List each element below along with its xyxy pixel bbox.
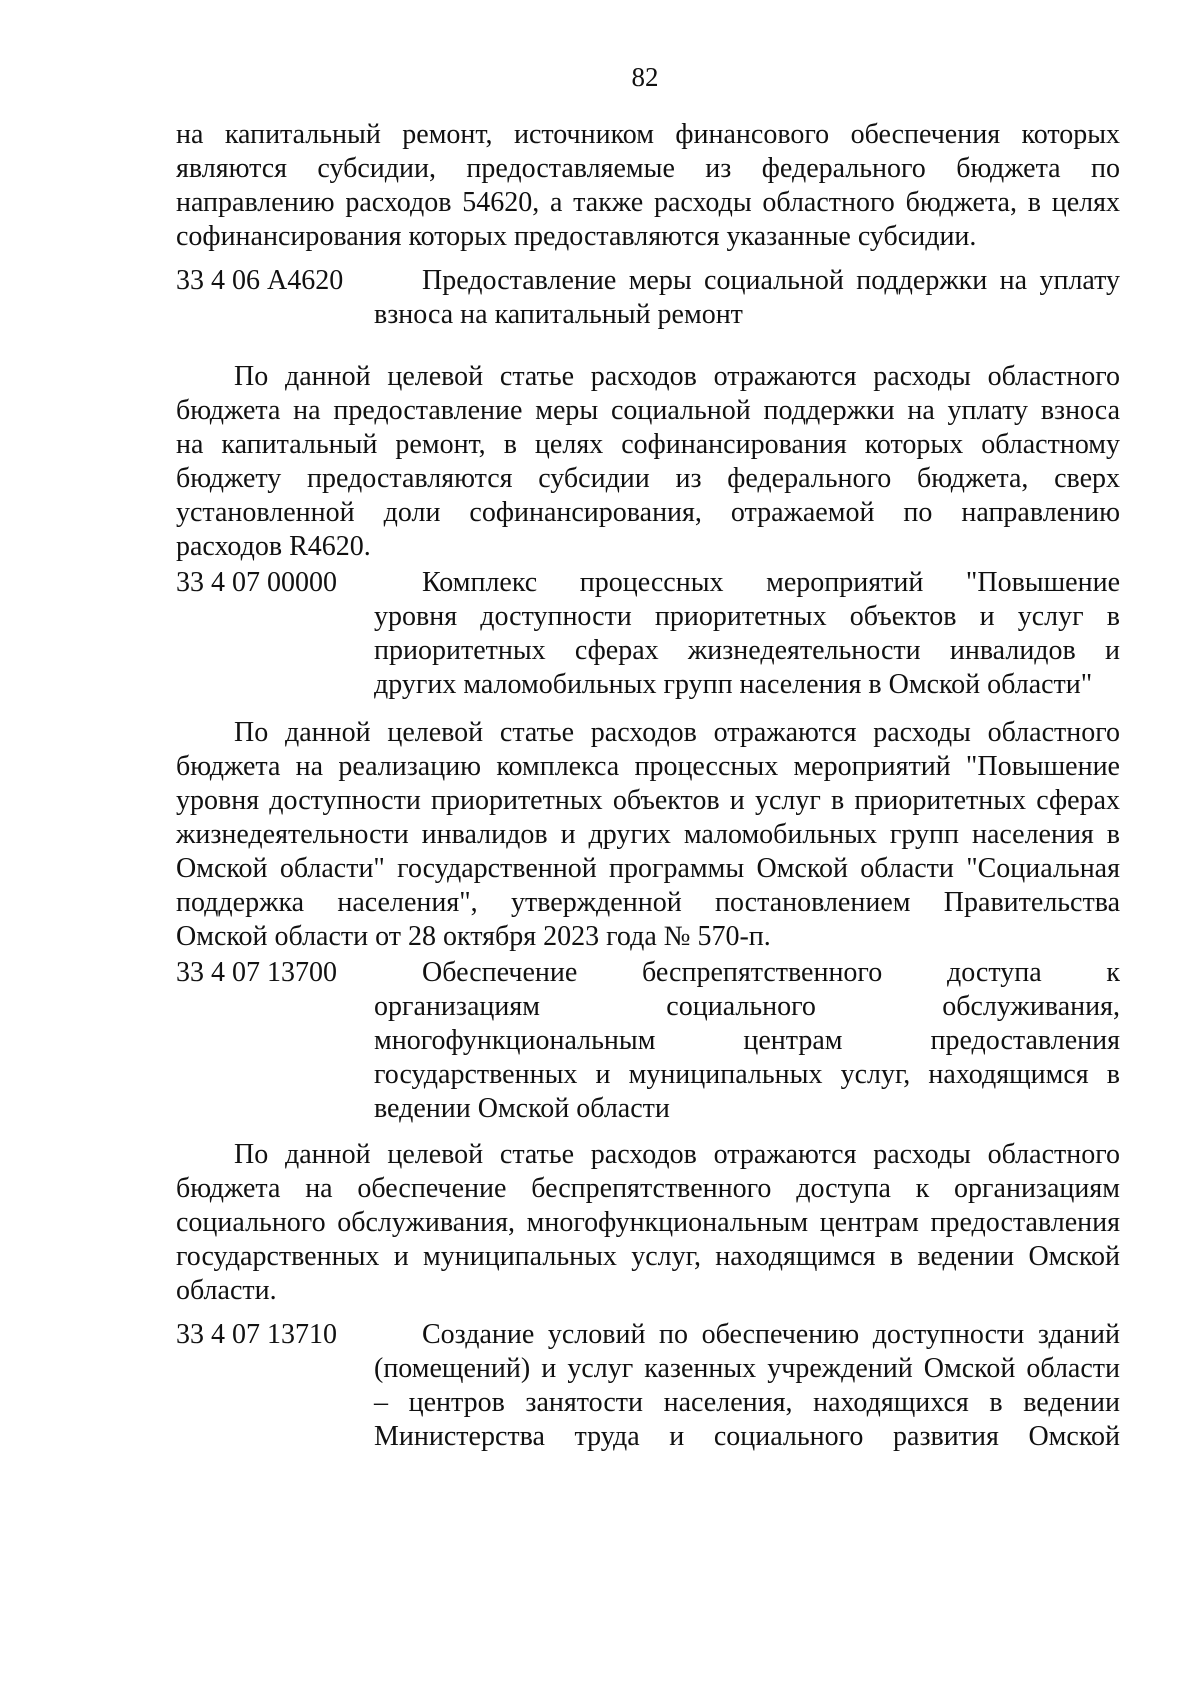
title-line: (помещений) и услуг казенных учреждений Омской области <box>374 1353 1120 1384</box>
paragraph-line: уровня доступности приоритетных объектов и услуг в приоритетных сферах <box>176 785 1120 816</box>
paragraph-line: бюджета на реализацию комплекса процессных мероприятий "Повышение <box>176 751 1120 782</box>
title-line: Предоставление меры социальной поддержки на уплату <box>422 265 1120 296</box>
budget-entry-description <box>176 360 1120 564</box>
paragraph-line: Омской области от 28 октября 2023 года № 570-п. <box>176 921 771 952</box>
title-line: Создание условий по обеспечению доступности зданий <box>422 1319 1120 1350</box>
paragraph-line: По данной целевой статье расходов отражаются расходы областного <box>234 1139 1120 1170</box>
title-line: многофункциональным центрам предоставления <box>374 1025 1120 1056</box>
title-line: организациям социального обслуживания, <box>374 991 1120 1022</box>
budget-entry-description <box>176 716 1120 954</box>
paragraph-line: направлению расходов 54620, а также расходы областного бюджета, в целях <box>176 187 1120 218</box>
title-line: Министерства труда и социального развития Омской <box>374 1421 1120 1452</box>
paragraph-line: на капитальный ремонт, источником финансового обеспечения которых <box>176 119 1120 150</box>
paragraph-line: По данной целевой статье расходов отражаются расходы областного <box>234 361 1120 392</box>
paragraph-line: установленной доли софинансирования, отражаемой по направлению <box>176 497 1120 528</box>
title-line: Комплекс процессных мероприятий "Повышение <box>422 567 1120 598</box>
paragraph-line: являются субсидии, предоставляемые из федерального бюджета по <box>176 153 1120 184</box>
title-line: ведении Омской области <box>374 1093 670 1124</box>
budget-entry-title <box>374 1318 1120 1454</box>
paragraph-line: бюджету предоставляются субсидии из федерального бюджета, сверх <box>176 463 1120 494</box>
intro-paragraph <box>176 118 1120 254</box>
title-line: государственных и муниципальных услуг, находящимся в <box>374 1059 1120 1090</box>
budget-entry-title <box>374 264 1120 332</box>
paragraph-line: области. <box>176 1275 277 1306</box>
paragraph-line: софинансирования которых предоставляются указанные субсидии. <box>176 221 977 252</box>
paragraph-line: на капитальный ремонт, в целях софинансирования которых областному <box>176 429 1120 460</box>
budget-entry-title <box>374 956 1120 1126</box>
title-line: приоритетных сферах жизнедеятельности инвалидов и <box>374 635 1120 666</box>
title-line: уровня доступности приоритетных объектов и услуг в <box>374 601 1120 632</box>
budget-code: 33 4 06 А4620 <box>176 265 344 296</box>
title-line: взноса на капитальный ремонт <box>374 299 743 330</box>
budget-code: 33 4 07 13700 <box>176 957 337 988</box>
paragraph-line: социального обслуживания, многофункциональным центрам предоставления <box>176 1207 1120 1238</box>
paragraph-line: По данной целевой статье расходов отражаются расходы областного <box>234 717 1120 748</box>
paragraph-line: бюджета на обеспечение беспрепятственного доступа к организациям <box>176 1173 1120 1204</box>
title-line: других маломобильных групп населения в Омской области" <box>374 669 1093 700</box>
title-line: Обеспечение беспрепятственного доступа к <box>422 957 1120 988</box>
paragraph-line: расходов R4620. <box>176 531 371 562</box>
paragraph-line: государственных и муниципальных услуг, находящимся в ведении Омской <box>176 1241 1120 1272</box>
budget-entry-title <box>374 566 1120 702</box>
budget-code: 33 4 07 00000 <box>176 567 337 598</box>
paragraph-line: Омской области" государственной программы Омской области "Социальная <box>176 853 1120 884</box>
paragraph-line: бюджета на предоставление меры социальной поддержки на уплату взноса <box>176 395 1120 426</box>
budget-code: 33 4 07 13710 <box>176 1319 337 1350</box>
title-line: – центров занятости населения, находящихся в ведении <box>374 1387 1120 1418</box>
paragraph-line: поддержка населения", утвержденной постановлением Правительства <box>176 887 1120 918</box>
paragraph-line: жизнедеятельности инвалидов и других маломобильных групп населения в <box>176 819 1120 850</box>
page-number: 82 <box>631 62 659 92</box>
budget-entry-description <box>176 1138 1120 1308</box>
